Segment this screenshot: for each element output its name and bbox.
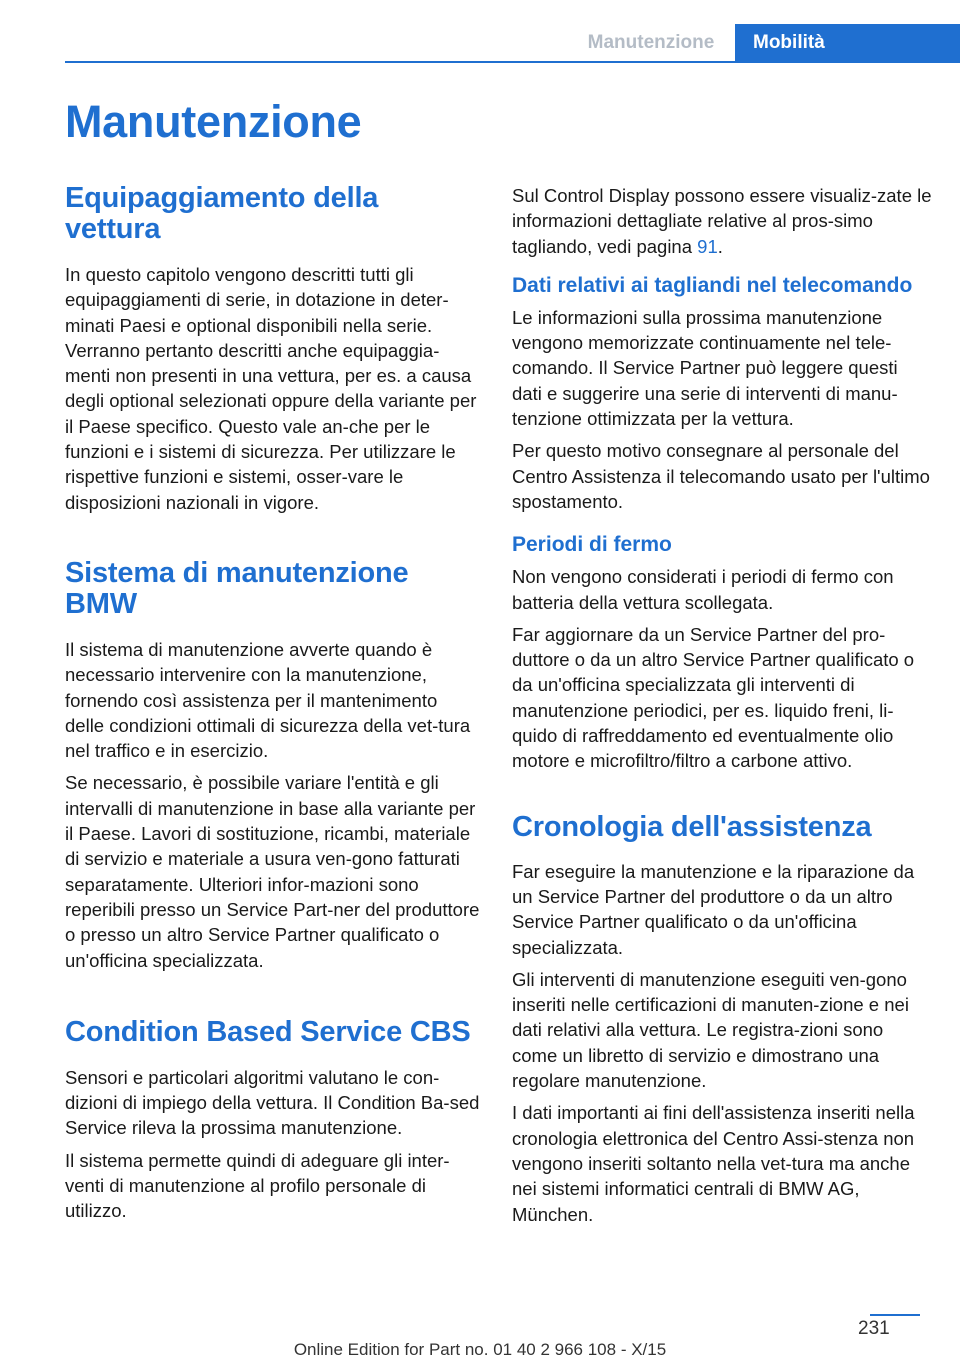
paragraph: Se necessario, è possibile variare l'entità e gli intervalli di manutenzione in base alla variante per il Paese. Lavori di sostituzione, ricambi, materiale di servizio e materiale a usura ven-gono fatturati separatamente. Ulteriori infor-mazioni sono reperibili presso un Service Part-ner del produttore o presso un altro Service Partner qualificato o un'officina specializzata.: [65, 772, 480, 971]
paragraph: Per questo motivo consegnare al personale del Centro Assistenza il telecomando usato per l'ultimo spostamento.: [512, 440, 930, 512]
paragraph: [512, 183, 932, 259]
paragraph: Non vengono considerati i periodi di fermo con batteria della vettura scollegata.: [512, 566, 894, 613]
edition-footer: Online Edition for Part no. 01 40 2 966 108 - X/15: [293, 1340, 667, 1359]
page-title: Manutenzione: [65, 96, 362, 147]
section-title-equipaggiamento: Equipaggiamento della vettura: [65, 182, 379, 245]
right-column: [512, 183, 932, 1234]
section-title-sistema-manutenzione: Sistema di manutenzione BMW: [65, 556, 409, 620]
section-title-cronologia: Cronologia dell'assistenza: [512, 810, 872, 843]
header-tabs: [567, 24, 960, 62]
paragraph: Il sistema di manutenzione avverte quando è necessario intervenire con la manutenzione, fornendo così assistenza per il mantenimento delle condizioni ottimali di sicurezza della vet-tura nel traffico e in esercizio.: [65, 638, 471, 762]
page-number: 231: [858, 1318, 890, 1339]
intro-text: Sul Control Display possono essere visualiz-zate le informazioni dettagliate relative al pros-simo tagliando, vedi pagina: [512, 185, 932, 257]
page-reference-link[interactable]: 91: [697, 235, 718, 257]
intro-end: .: [717, 235, 723, 257]
paragraph: Far eseguire la manutenzione e la riparazione da un Service Partner del produttore o da un altro Service Partner qualificato o da un'officina specializzata.: [512, 860, 915, 958]
paragraph: Il sistema permette quindi di adeguare gli inter-venti di manutenzione al profilo personale di utilizzo.: [65, 1149, 450, 1222]
footer-rule: [870, 1314, 920, 1316]
left-column: [65, 183, 480, 1231]
paragraph: In questo capitolo vengono descritti tutti gli equipaggiamenti di serie, in dotazione in deter-minati Paesi e optional disponibili nella serie. Verranno pertanto descritti anche equipaggia-menti non presenti in una vettura, per es. a causa degli optional selezionati oppure della variante per il Paese specifico. Questo vale an-che per le funzioni e i sistemi di sicurezza. Per utilizzare le rispettive funzioni e sistemi, osser-vare le disposizioni nazionali in vigore.: [65, 264, 477, 513]
tab-manutenzione: Manutenzione: [567, 24, 735, 62]
tab-mobilita: Mobilità: [735, 24, 960, 62]
header-rule: [65, 61, 960, 63]
subsection-title-telecomando: Dati relativi ai tagliandi nel telecomando: [512, 273, 913, 297]
section-title-cbs: Condition Based Service CBS: [65, 1015, 471, 1048]
paragraph: Gli interventi di manutenzione eseguiti ven-gono inseriti nelle certificazioni di manuten-zione e nei dati relativi alla vettura. Le registra-zioni sono come un libretto di servizio e dimostrano una regolare manutenzione.: [512, 968, 909, 1092]
paragraph: Le informazioni sulla prossima manutenzione vengono memorizzate continuamente nel tele-comando. Il Service Partner può leggere questi dati e suggerire una serie di interventi di manu-tenzione ottimizzata per la vettura.: [512, 306, 898, 430]
paragraph: Far aggiornare da un Service Partner del pro-duttore o da un altro Service Partner qualificato o da un'officina specializzata gli interventi di manutenzione periodici, per es. liquido freni, li-quido di raffreddamento ed eventualmente olio motore e microfiltro/filtro a carbone attivo.: [512, 623, 915, 772]
subsection-title-periodi-fermo: Periodi di fermo: [512, 533, 672, 557]
paragraph: I dati importanti ai fini dell'assistenza inseriti nella cronologia elettronica del Centro Assi-stenza non vengono inseriti soltanto nella vet-tura ma anche nei sistemi informatici centrali di BMW AG, München.: [512, 1102, 915, 1225]
paragraph: Sensori e particolari algoritmi valutano le con-dizioni di impiego della vettura. Il Condition Ba-sed Service rileva la prossima manutenzione.: [65, 1066, 480, 1139]
